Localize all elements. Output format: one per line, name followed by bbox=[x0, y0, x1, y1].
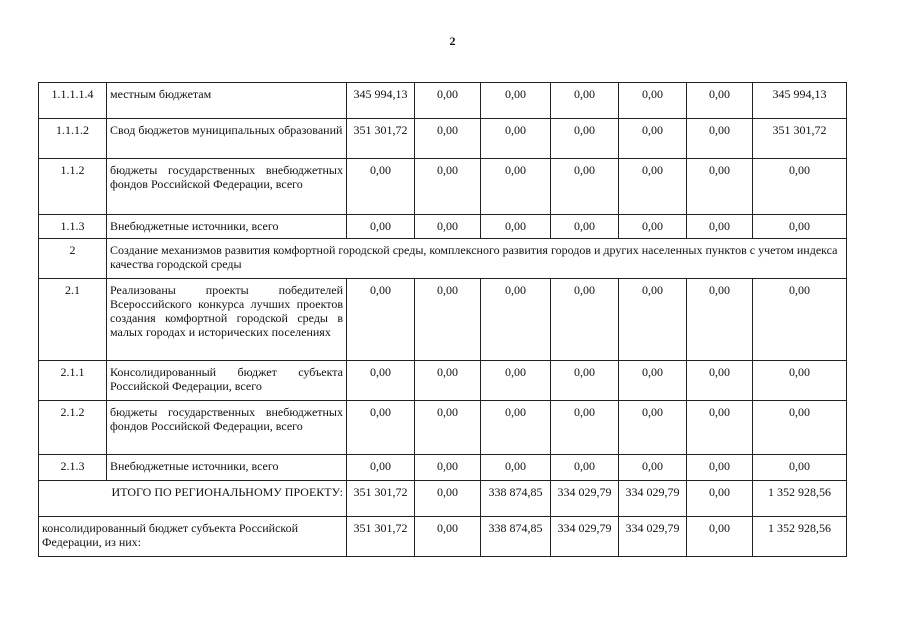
value-cell: 0,00 bbox=[481, 83, 551, 119]
table-row bbox=[39, 279, 847, 361]
value-cell: 0,00 bbox=[551, 159, 619, 215]
value-cell: 0,00 bbox=[415, 455, 481, 481]
row-name: Внебюджетные источники, всего bbox=[107, 215, 347, 239]
consolidated-value: 1 352 928,56 bbox=[753, 517, 847, 557]
value-cell: 0,00 bbox=[619, 119, 687, 159]
value-cell: 0,00 bbox=[481, 361, 551, 401]
value-cell: 0,00 bbox=[551, 119, 619, 159]
consolidated-value: 351 301,72 bbox=[347, 517, 415, 557]
total-value: 338 874,85 bbox=[481, 481, 551, 517]
row-code: 2.1.1 bbox=[39, 361, 107, 401]
value-cell: 0,00 bbox=[753, 159, 847, 215]
value-cell: 0,00 bbox=[619, 455, 687, 481]
row-name: Реализованы проекты победителей Всероссийского конкурса лучших проектов создания комфортной городской среды в малых городах и исторических поселениях bbox=[107, 279, 347, 361]
value-cell: 0,00 bbox=[481, 159, 551, 215]
value-cell: 0,00 bbox=[481, 455, 551, 481]
table-row bbox=[39, 119, 847, 159]
value-cell: 0,00 bbox=[415, 279, 481, 361]
table-row bbox=[39, 401, 847, 455]
value-cell: 0,00 bbox=[551, 83, 619, 119]
value-cell: 0,00 bbox=[687, 159, 753, 215]
value-cell: 0,00 bbox=[619, 159, 687, 215]
value-cell: 0,00 bbox=[347, 361, 415, 401]
row-name: местным бюджетам bbox=[107, 83, 347, 119]
consolidated-value: 0,00 bbox=[687, 517, 753, 557]
budget-table bbox=[38, 82, 847, 557]
value-cell: 0,00 bbox=[619, 401, 687, 455]
row-code: 1.1.1.2 bbox=[39, 119, 107, 159]
row-code: 2 bbox=[39, 239, 107, 279]
value-cell: 0,00 bbox=[347, 279, 415, 361]
value-cell: 0,00 bbox=[619, 215, 687, 239]
row-name: Консолидированный бюджет субъекта Российской Федерации, всего bbox=[107, 361, 347, 401]
value-cell: 0,00 bbox=[687, 361, 753, 401]
row-name: Внебюджетные источники, всего bbox=[107, 455, 347, 481]
value-cell: 0,00 bbox=[415, 119, 481, 159]
value-cell: 0,00 bbox=[481, 279, 551, 361]
value-cell: 0,00 bbox=[619, 279, 687, 361]
value-cell: 0,00 bbox=[481, 215, 551, 239]
table-row bbox=[39, 455, 847, 481]
value-cell: 0,00 bbox=[415, 215, 481, 239]
total-value: 1 352 928,56 bbox=[753, 481, 847, 517]
value-cell: 0,00 bbox=[551, 279, 619, 361]
value-cell: 0,00 bbox=[687, 455, 753, 481]
value-cell: 0,00 bbox=[347, 401, 415, 455]
consolidated-value: 0,00 bbox=[415, 517, 481, 557]
value-cell: 0,00 bbox=[481, 119, 551, 159]
value-cell: 0,00 bbox=[347, 159, 415, 215]
total-value: 0,00 bbox=[687, 481, 753, 517]
value-cell: 0,00 bbox=[415, 401, 481, 455]
value-cell: 0,00 bbox=[687, 279, 753, 361]
section-title: Создание механизмов развития комфортной городской среды, комплексного развития городов и других населенных пунктов с учетом индекса качества городской среды bbox=[107, 239, 847, 279]
row-code: 1.1.2 bbox=[39, 159, 107, 215]
total-value: 0,00 bbox=[415, 481, 481, 517]
row-code: 1.1.3 bbox=[39, 215, 107, 239]
row-code: 2.1 bbox=[39, 279, 107, 361]
value-cell: 0,00 bbox=[687, 215, 753, 239]
value-cell: 0,00 bbox=[347, 215, 415, 239]
value-cell: 0,00 bbox=[687, 119, 753, 159]
total-value: 334 029,79 bbox=[551, 481, 619, 517]
total-value: 351 301,72 bbox=[347, 481, 415, 517]
consolidated-value: 334 029,79 bbox=[619, 517, 687, 557]
value-cell: 0,00 bbox=[753, 361, 847, 401]
value-cell: 0,00 bbox=[415, 159, 481, 215]
row-name: бюджеты государственных внебюджетных фондов Российской Федерации, всего bbox=[107, 159, 347, 215]
consolidated-value: 334 029,79 bbox=[551, 517, 619, 557]
table-row bbox=[39, 159, 847, 215]
page-number: 2 bbox=[449, 34, 456, 48]
row-code: 2.1.2 bbox=[39, 401, 107, 455]
value-cell: 0,00 bbox=[551, 361, 619, 401]
consolidated-label: консолидированный бюджет субъекта Российской Федерации, из них: bbox=[39, 517, 347, 557]
row-code: 1.1.1.1.4 bbox=[39, 83, 107, 119]
table-row bbox=[39, 215, 847, 239]
value-cell: 0,00 bbox=[753, 401, 847, 455]
value-cell: 0,00 bbox=[753, 215, 847, 239]
value-cell: 0,00 bbox=[415, 83, 481, 119]
value-cell: 0,00 bbox=[687, 83, 753, 119]
value-cell: 345 994,13 bbox=[753, 83, 847, 119]
value-cell: 0,00 bbox=[753, 455, 847, 481]
value-cell: 0,00 bbox=[347, 455, 415, 481]
section-row bbox=[39, 239, 847, 279]
row-name: бюджеты государственных внебюджетных фондов Российской Федерации, всего bbox=[107, 401, 347, 455]
total-row bbox=[39, 481, 847, 517]
value-cell: 0,00 bbox=[753, 279, 847, 361]
value-cell: 345 994,13 bbox=[347, 83, 415, 119]
total-label: ИТОГО ПО РЕГИОНАЛЬНОМУ ПРОЕКТУ: bbox=[39, 481, 347, 517]
consolidated-value: 338 874,85 bbox=[481, 517, 551, 557]
value-cell: 0,00 bbox=[619, 83, 687, 119]
value-cell: 351 301,72 bbox=[753, 119, 847, 159]
value-cell: 0,00 bbox=[687, 401, 753, 455]
table-row bbox=[39, 361, 847, 401]
value-cell: 0,00 bbox=[551, 215, 619, 239]
table-row bbox=[39, 83, 847, 119]
row-code: 2.1.3 bbox=[39, 455, 107, 481]
value-cell: 0,00 bbox=[551, 401, 619, 455]
row-name: Свод бюджетов муниципальных образований bbox=[107, 119, 347, 159]
total-value: 334 029,79 bbox=[619, 481, 687, 517]
value-cell: 0,00 bbox=[481, 401, 551, 455]
consolidated-row bbox=[39, 517, 847, 557]
value-cell: 351 301,72 bbox=[347, 119, 415, 159]
value-cell: 0,00 bbox=[551, 455, 619, 481]
value-cell: 0,00 bbox=[619, 361, 687, 401]
value-cell: 0,00 bbox=[415, 361, 481, 401]
